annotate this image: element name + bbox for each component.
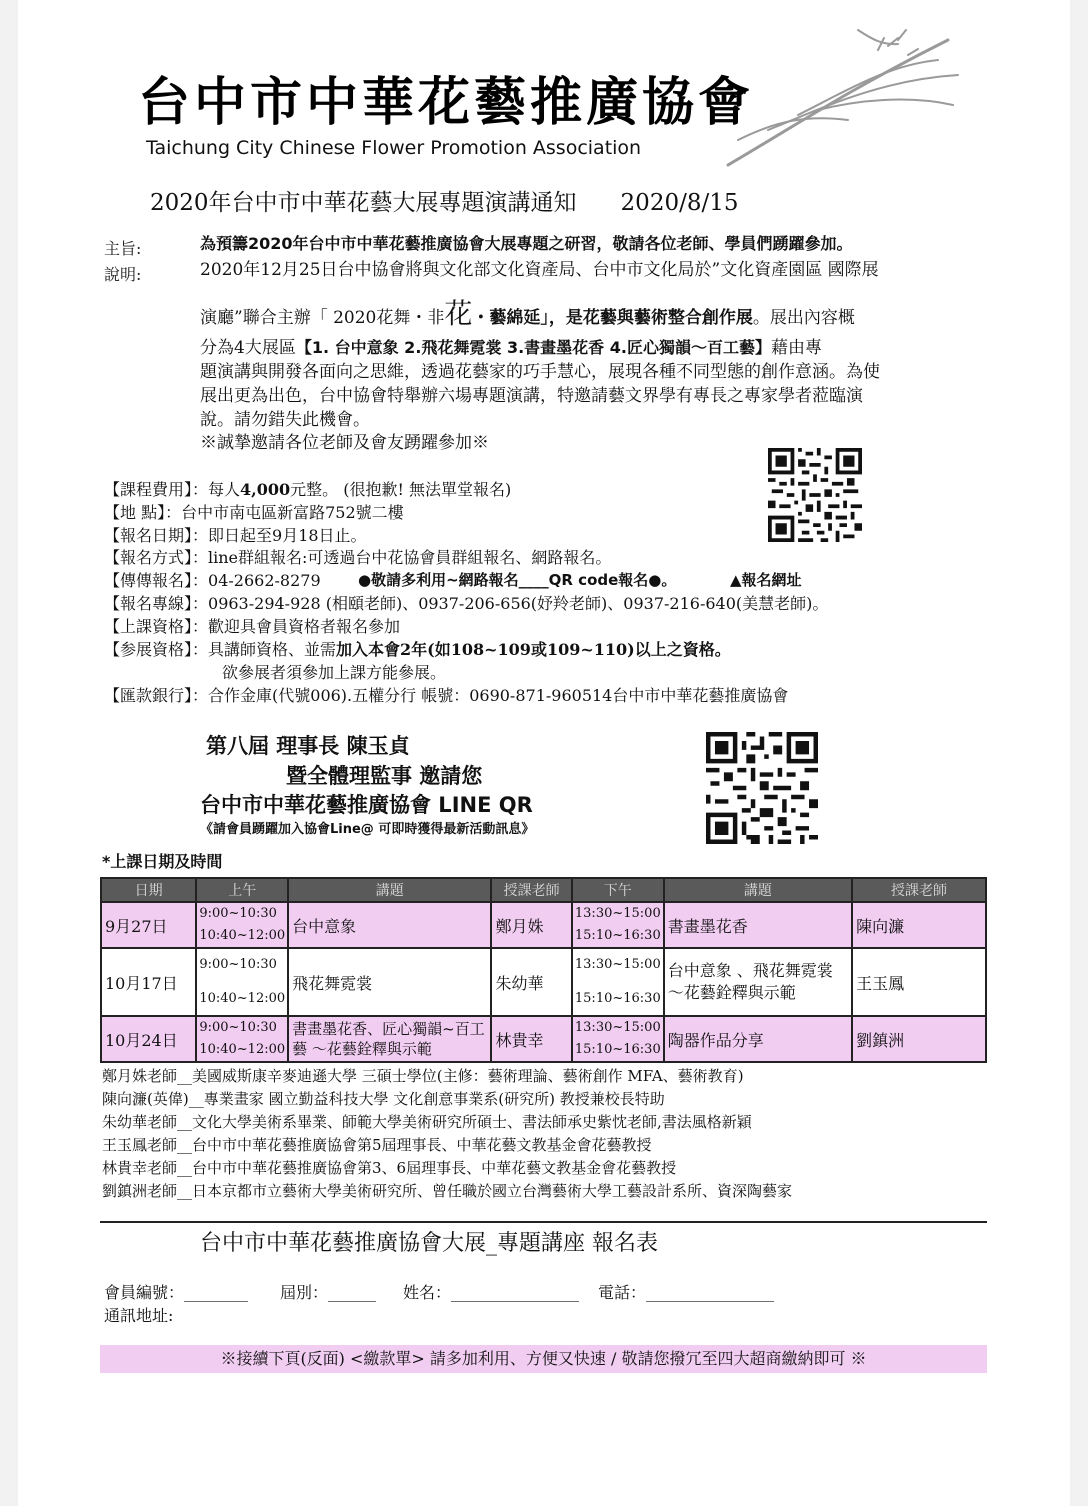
fee-label: 【課程費用】：: [104, 480, 209, 499]
row-topic-pm: 陶器作品分享: [664, 1016, 852, 1062]
desc-line3-b: 【1. 台中意象 2.飛花舞霓裳 3.書畫墨花香 4.匠心獨韻～百工藝】: [295, 338, 771, 357]
bio-line: 朱幼華老師__文化大學美術系畢業、師範大學美術研究所碩士、書法師承史紫忱老師,書法風格新穎: [102, 1113, 752, 1131]
row-date: 10月24日: [101, 1016, 196, 1062]
col-header-teacher-pm: 授課老師: [852, 878, 986, 902]
desc-line2-flower: 花: [444, 297, 473, 330]
desc-line2-c: ・藝綿延」，是花藝與藝術整合創作展: [472, 308, 753, 328]
hotline-value: 0963-294-928 (相頤老師)、0937-206-656(妤羚老師)、0937-216-640(美慧老師)。: [208, 594, 829, 613]
notice-title-text: 2020年台中市中華花藝大展專題演講通知: [150, 190, 577, 216]
footer-note: ※接續下頁(反面) <繳款單> 請多加利用、方便又快速 / 敬請您撥冗至四大超商繳納即可 ※: [100, 1345, 987, 1373]
bio-line: 陳向濂(英偉)__專業畫家 國立勤益科技大學 文化創意事業系(研究所) 教授兼校長特助: [102, 1090, 665, 1108]
am-time-2: 10:40~12:00: [199, 1042, 286, 1057]
hotline-row: [104, 592, 828, 615]
address-field[interactable]: 通訊地址:: [104, 1306, 174, 1325]
description-line-3: [200, 336, 822, 360]
purpose-text: 為預籌2020年台中市中華花藝推廣協會大展專題之研習，敬請各位老師、學員們踴躍參加。: [200, 234, 853, 253]
col-header-afternoon: 下午: [572, 878, 664, 902]
form-title: 台中市中華花藝推廣協會大展_專題講座 報名表: [200, 1231, 658, 1256]
col-header-date: 日期: [101, 878, 196, 902]
row-am-times: [196, 902, 288, 948]
am-time-2: 10:40~12:00: [199, 991, 286, 1006]
bank-value: 合作金庫(代號006).五權分行 帳號：0690-871-960514台中市中華花藝推廣協會: [208, 686, 789, 705]
regdate-value: 即日起至9月18日止。: [208, 526, 367, 545]
col-header-topic-pm: 講題: [664, 878, 852, 902]
table-row: [101, 1016, 986, 1062]
desc-line2-a: 演廳”聯合主辦「 2020花舞・非: [200, 308, 445, 328]
row-teacher-pm: 劉鎮洲: [852, 1016, 986, 1062]
venue-label: 【地 點】：: [104, 503, 182, 522]
row-teacher-am: 林貴幸: [491, 1016, 571, 1062]
desc-line2-d: 。展出內容概: [752, 308, 855, 328]
description-line-6: 說。請勿錯失此機會。: [200, 410, 370, 430]
bio-line: 林貴幸老師__台中市中華花藝推廣協會第3、6屆理事長、中華花藝文教基金會花藝教授: [102, 1159, 677, 1177]
method-label: 【報名方式】：: [104, 548, 209, 567]
fee-note: 元整。 (很抱歉! 無法單堂報名): [290, 480, 512, 499]
fax-label: 【傳傳報名】：: [104, 571, 209, 590]
venue-value: 台中市南屯區新富路752號二樓: [181, 503, 404, 522]
document-page: [18, 0, 1070, 1506]
member-number-field[interactable]: 會員編號：________: [104, 1283, 249, 1302]
schedule-header-row: [101, 878, 986, 902]
description-label: 說明:: [104, 265, 142, 284]
notice-title: [150, 184, 738, 217]
pm-time-1: 13:30~15:00: [574, 906, 661, 921]
desc-line3-c: 藉由專: [770, 338, 822, 358]
table-row: [101, 948, 986, 1016]
description-line-5: 展出更為出色，台中協會特舉辦六場專題演講，特邀請藝文界學有專長之專家學者蒞臨演: [200, 386, 863, 406]
row-am-times: [196, 948, 288, 1016]
col-header-topic-am: 講題: [288, 878, 491, 902]
hotline-label: 【報名專線】：: [104, 594, 209, 613]
pm-time-1: 13:30~15:00: [574, 1020, 661, 1035]
row-pm-times: [572, 948, 664, 1016]
exhibit-qual-line2: 欲參展者須參加上課方能參展。: [222, 663, 447, 682]
row-topic-am: 飛花舞霓裳: [288, 948, 491, 1016]
fax-row: [104, 569, 321, 592]
schedule-table: [100, 877, 987, 1063]
venue-row: [104, 501, 404, 524]
row-topic-am: 書畫墨花香、匠心獨韻~百工藝 ～花藝銓釋與示範: [288, 1016, 491, 1062]
notice-date: 2020/8/15: [620, 190, 739, 216]
invite-line-note: 《請會員踴躍加入協會Line@ 可即時獲得最新活動訊息》: [200, 822, 535, 837]
row-pm-times: [572, 902, 664, 948]
regdate-label: 【報名日期】：: [104, 526, 209, 545]
row-teacher-am: 朱幼華: [491, 948, 571, 1016]
fax-value: 04-2662-8279: [208, 571, 321, 590]
class-qual-row: [104, 615, 400, 638]
pm-time-2: 15:10~16:30: [574, 991, 661, 1006]
row-topic-pm: 書畫墨花香: [664, 902, 852, 948]
col-header-morning: 上午: [196, 878, 288, 902]
logo-english: Taichung City Chinese Flower Promotion Association: [146, 137, 642, 159]
class-qual-label: 【上課資格】：: [104, 617, 209, 636]
bio-line: 劉鎮洲老師__日本京都市立藝術大學美術研究所、曾任職於國立台灣藝術大學工藝設計系所、資深陶藝家: [102, 1182, 793, 1200]
exhibit-qual-b: 加入本會2年(如108~109或109~110)以上之資格。: [336, 640, 731, 659]
term-field[interactable]: 屆別：______: [280, 1283, 377, 1302]
bio-line: 鄭月姝老師__美國威斯康辛麥迪遜大學 三碩士學位(主修：藝術理論、藝術創作 MFA、藝術教育): [102, 1067, 744, 1085]
row-pm-times: [572, 1016, 664, 1062]
orchid-illustration-icon: [708, 20, 968, 170]
invite-line-qr-title: 台中市中華花藝推廣協會 LINE QR: [200, 793, 533, 817]
description-line-7: ※誠摯邀請各位老師及會友踴躍參加※: [200, 433, 489, 453]
am-time-1: 9:00~10:30: [199, 906, 277, 921]
exhibit-qual-a: 具講師資格、並需: [208, 640, 337, 659]
logo-chinese: 台中市中華花藝推廣協會: [138, 72, 755, 133]
exhibit-qual-label: 【参展資格】：: [104, 640, 209, 659]
row-date: 9月27日: [101, 902, 196, 948]
fee-a: 每人: [208, 480, 241, 499]
bank-label: 【匯款銀行】：: [104, 686, 209, 705]
bio-line: 王玉鳳老師__台中市中華花藝推廣協會第5屆理事長、中華花藝文教基金會花藝教授: [102, 1136, 652, 1154]
pm-time-2: 15:10~16:30: [574, 1042, 661, 1057]
regdate-row: [104, 524, 367, 547]
am-time-1: 9:00~10:30: [199, 957, 277, 972]
fax-note: ●敬請多利用~網路報名____QR code報名●。: [358, 571, 677, 589]
row-teacher-am: 鄭月姝: [491, 902, 571, 948]
phone-field[interactable]: 電話：________________: [598, 1283, 775, 1302]
fee-row: [104, 478, 511, 501]
row-am-times: [196, 1016, 288, 1062]
exhibit-qual-row: [104, 638, 731, 661]
bank-row: [104, 684, 788, 707]
description-line-4: 題演講與開發各面向之思維，透過花藝家的巧手慧心，展現各種不同型態的創作意涵。為使: [200, 362, 880, 382]
pm-time-2: 15:10~16:30: [574, 928, 661, 943]
description-line-1: 2020年12月25日台中協會將與文化部文化資產局、台中市文化局於”文化資產園區 國際展: [200, 260, 879, 280]
registration-qr-code[interactable]: [768, 448, 862, 542]
pm-time-1: 13:30~15:00: [574, 957, 661, 972]
am-time-1: 9:00~10:30: [199, 1020, 277, 1035]
fee-amount: 4,000: [240, 480, 291, 499]
line-qr-code[interactable]: [706, 732, 818, 844]
row-topic-pm: 台中意象 、飛花舞霓裳～花藝銓釋與示範: [664, 948, 852, 1016]
description-line-2: [200, 297, 855, 330]
am-time-2: 10:40~12:00: [199, 928, 286, 943]
method-value: line群組報名:可透過台中花協會員群組報名、網路報名。: [208, 548, 612, 567]
row-teacher-pm: 陳向濂: [852, 902, 986, 948]
registration-url-link[interactable]: ▲報名網址: [730, 571, 802, 589]
row-date: 10月17日: [101, 948, 196, 1016]
purpose-label: 主旨:: [104, 239, 142, 258]
invite-chairman: 第八屆 理事長 陳玉貞: [206, 734, 410, 758]
form-divider: [100, 1221, 987, 1223]
name-field[interactable]: 姓名：________________: [403, 1283, 580, 1302]
desc-line3-a: 分為4大展區: [200, 338, 296, 358]
class-qual-value: 歡迎具會員資格者報名參加: [208, 617, 401, 636]
col-header-teacher-am: 授課老師: [491, 878, 571, 902]
schedule-heading: *上課日期及時間: [102, 852, 223, 871]
method-row: [104, 546, 611, 569]
row-topic-am: 台中意象: [288, 902, 491, 948]
table-row: [101, 902, 986, 948]
invite-board: 暨全體理監事 邀請您: [286, 764, 483, 788]
row-teacher-pm: 王玉鳳: [852, 948, 986, 1016]
